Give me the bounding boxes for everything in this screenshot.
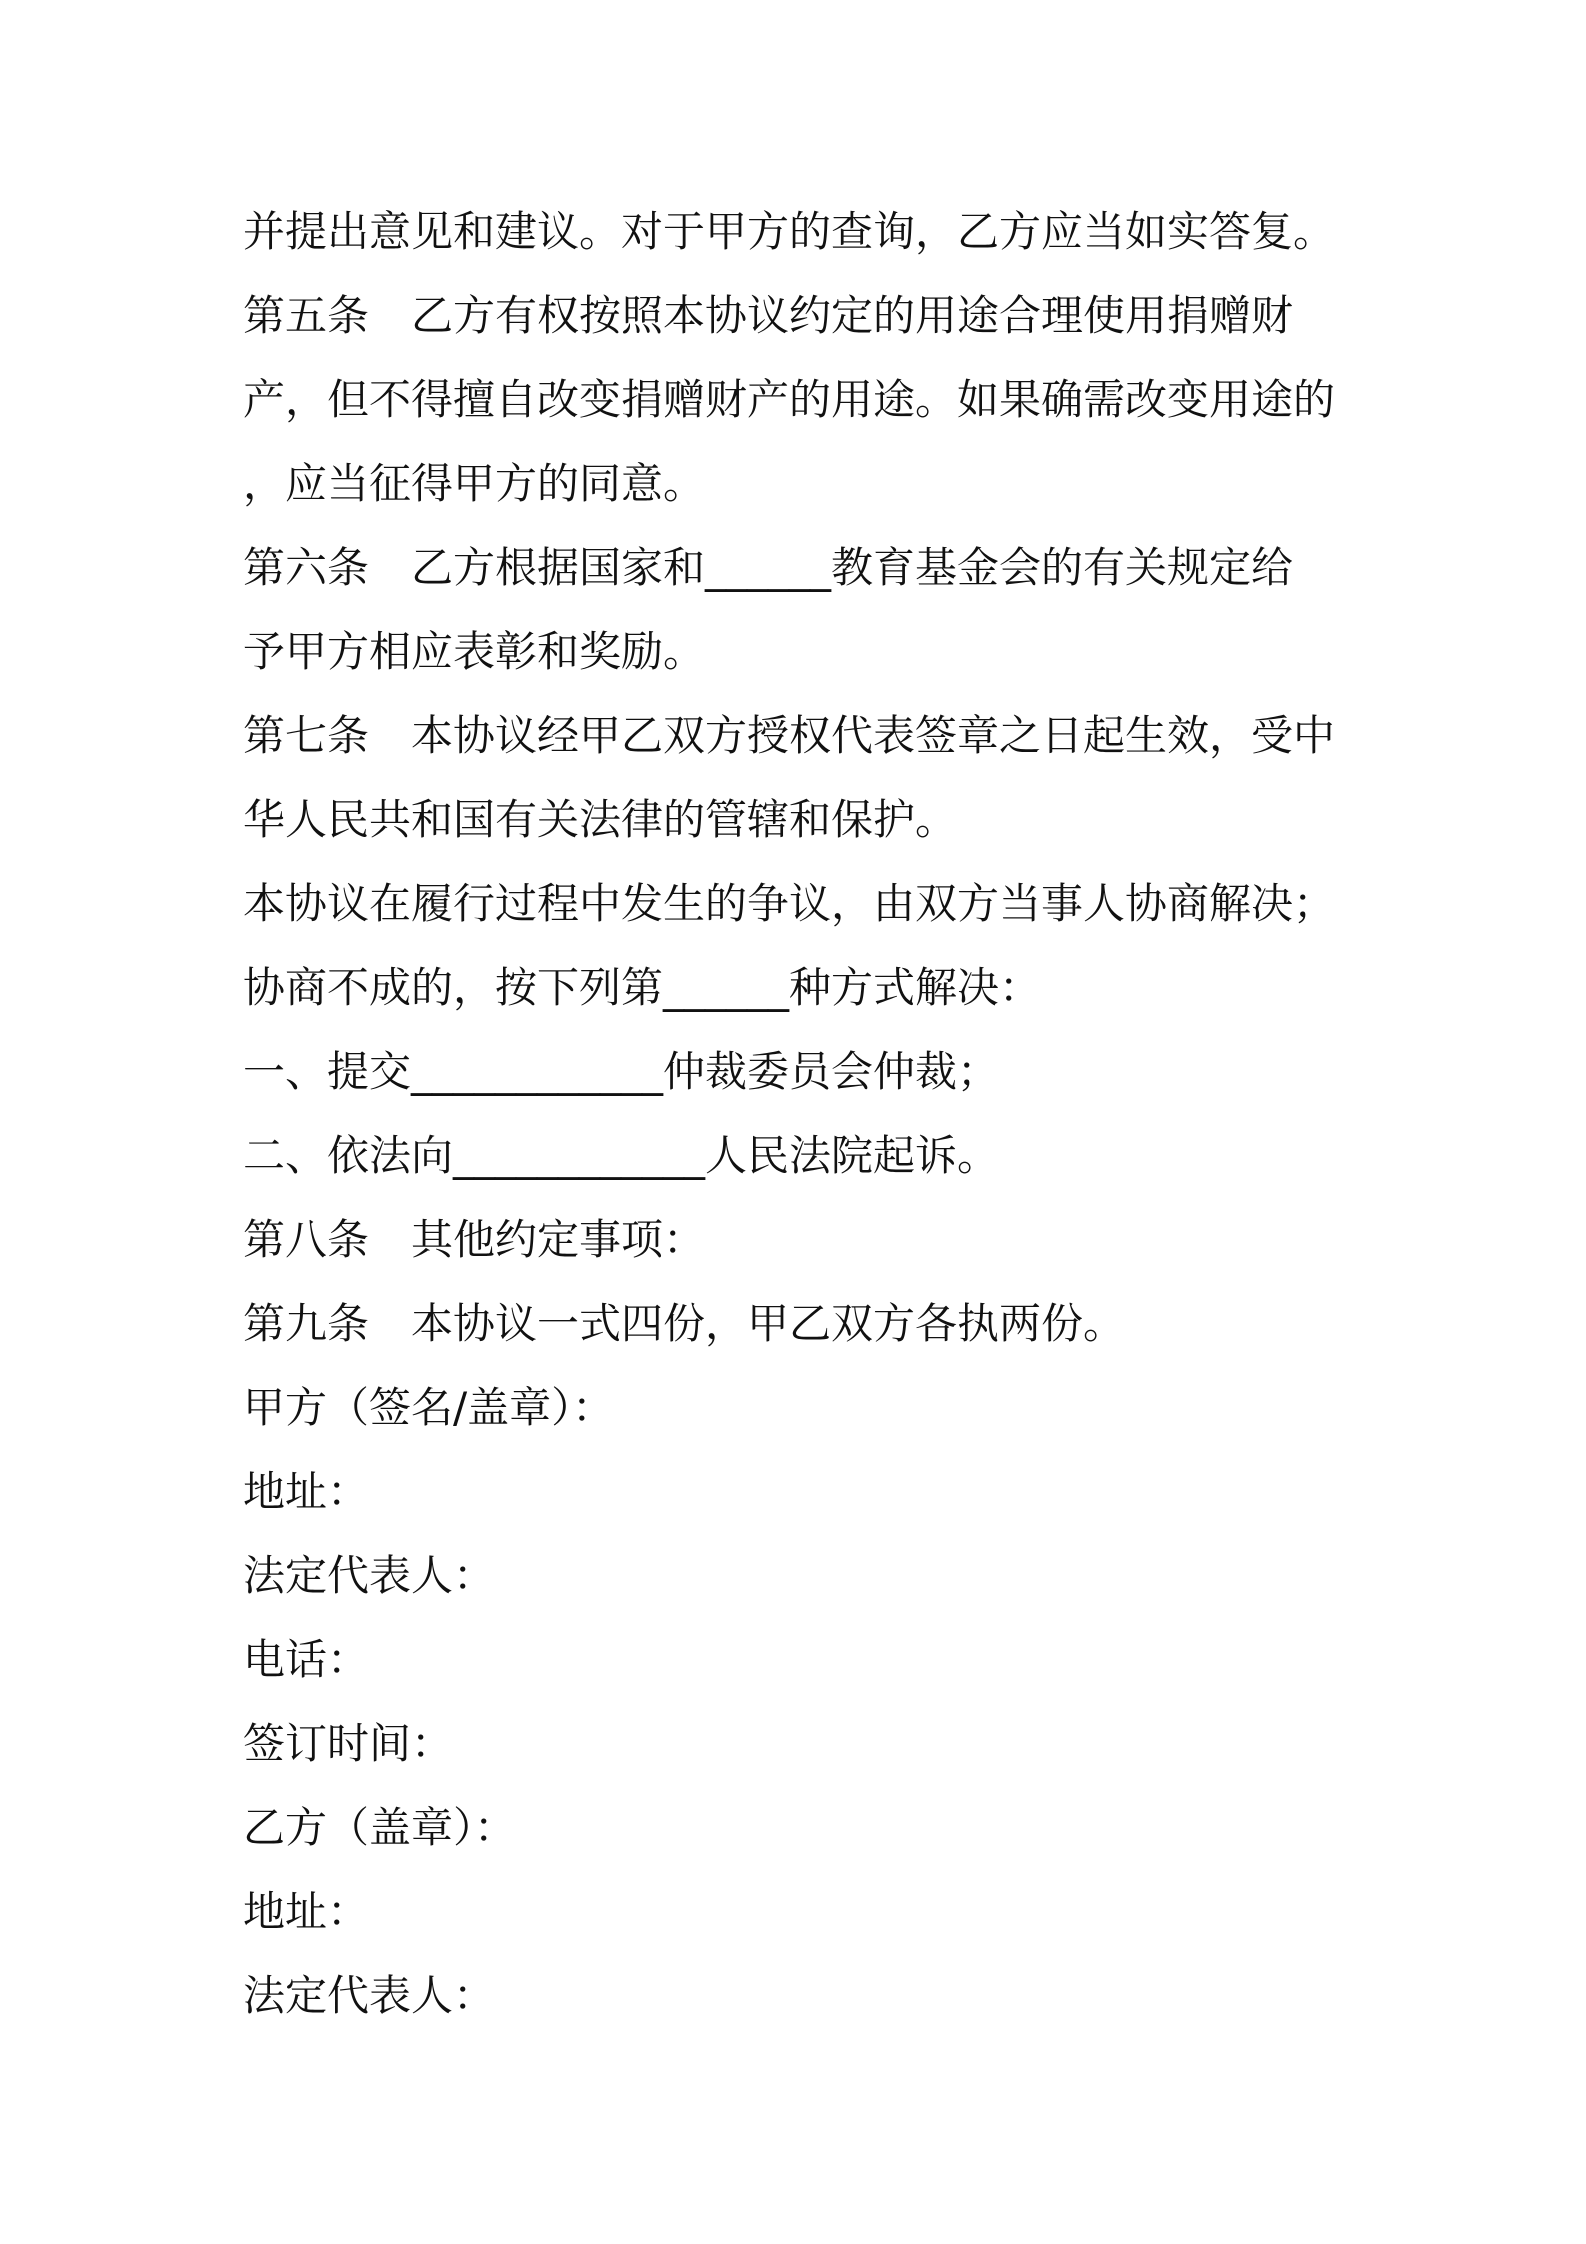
text-line: 并提出意见和建议。对于甲方的查询，乙方应当如实答复。 — [243, 207, 1336, 256]
signature-label: 签订时间： — [243, 1719, 454, 1768]
text-line: 予甲方相应表彰和奖励。 — [243, 627, 706, 676]
signature-label: 甲方（签名/盖章）： — [243, 1383, 615, 1432]
text-line: 协商不成的，按下列第______种方式解决： — [243, 963, 1042, 1012]
document-body — [243, 190, 1363, 2038]
signature-label: 法定代表人： — [243, 1971, 496, 2020]
text-line: 第八条 其他约定事项： — [243, 1215, 706, 1264]
signature-label: 法定代表人： — [243, 1551, 496, 1600]
text-line: 本协议在履行过程中发生的争议，由双方当事人协商解决； — [243, 879, 1336, 928]
text-line: 第九条 本协议一式四份，甲乙双方各执两份。 — [243, 1299, 1126, 1348]
text-line: 第七条 本协议经甲乙双方授权代表签章之日起生效，受中 — [243, 711, 1336, 760]
text-line: 产，但不得擅自改变捐赠财产的用途。如果确需改变用途的 — [243, 375, 1336, 424]
text-line: 二、依法向____________人民法院起诉。 — [243, 1131, 1000, 1180]
text-line: 第六条 乙方根据国家和______教育基金会的有关规定给 — [243, 543, 1294, 592]
text-line: ，应当征得甲方的同意。 — [243, 459, 706, 508]
signature-label: 电话： — [243, 1635, 370, 1684]
text-line: 一、提交____________仲裁委员会仲裁； — [243, 1047, 1000, 1096]
text-line: 华人民共和国有关法律的管辖和保护。 — [243, 795, 958, 844]
signature-label: 地址： — [243, 1887, 370, 1936]
signature-label: 地址： — [243, 1467, 370, 1516]
text-line: 第五条 乙方有权按照本协议约定的用途合理使用捐赠财 — [243, 291, 1294, 340]
signature-label: 乙方（盖章）： — [243, 1803, 517, 1852]
